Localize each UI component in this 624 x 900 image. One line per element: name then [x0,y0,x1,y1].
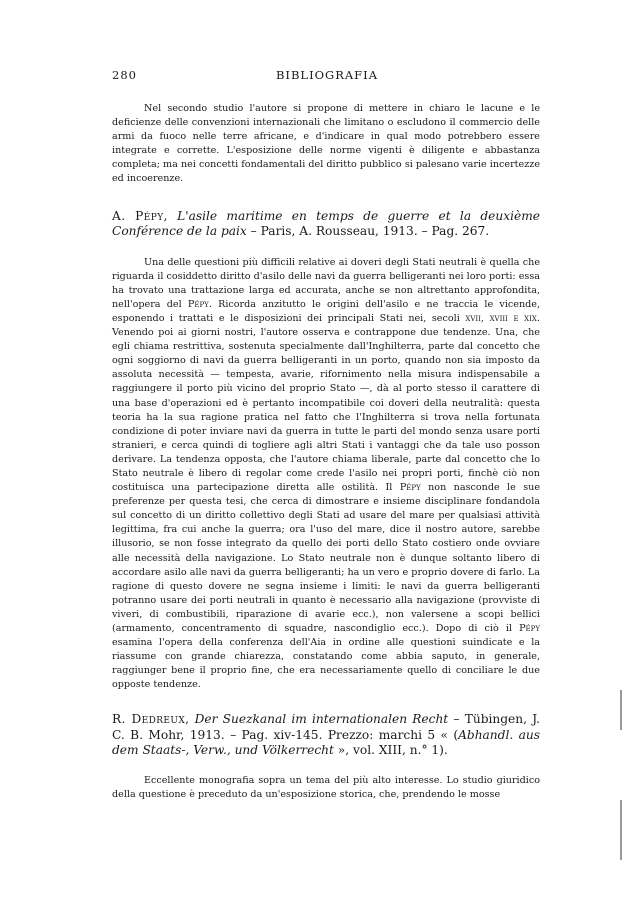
author-name-mention: Pépy [519,623,540,634]
review-title: Der Suezkanal im internationalen Recht [194,712,449,727]
running-title: BIBLIOGRAFIA [275,68,379,82]
review-series: Abhandl. aus dem Staats-, Verw., und Völkerrecht [112,727,540,758]
text-segment: Una delle questioni più difficili relative ai doveri degli Stati neutrali è quella che riguarda il cosiddetto diritto d'asilo delle navi da guerra belligeranti nei loro porti: essa ha trovato una trattazione larga ed accurata, anche se non altrettanto approfondita, nell'opera del [112,256,540,310]
text-segment: non nasconde le sue preferenze per questa tesi, che cerca di dimostrare e insieme disciplinare fondandola sul concetto di un diritto collettivo degli Stati ad usare del mare per qualsiasi attività legittima, fra cui anche la guerra; ora l'uso del mare, dice il nostro autore, sarebbe illusorio, se non fosse integrato da quello dei porti dello Stato costiero onde ovviare alle necessità della navigazione. Lo Stato neutrale non è dunque soltanto libero di accordare asilo alle navi da guerra belligeranti; ha un vero e proprio dovere di farlo. La ragione di questo dovere ne segna insieme i limiti: le navi da guerra belligeranti potranno usare dei porti neutrali in quanto è necessario alla navigazione (provviste di viveri, di combustibili, riparazione di avarie ecc.), non valersene a scopi bellici (armamento, concentramento di squadre, nascondiglio ecc.). Dopo di ciò il [112,482,540,634]
text-segment: esamina l'opera della conferenza dell'Aia in ordine alle questioni suindicate e la riassume con grande chiarezza, constatando come abbia saputo, in generale, raggiunger bene il proprio fine, che era necessariamente quello di conciliare le due opposte tendenze. [112,637,540,691]
century-numerals: xvii, xviii e xix [465,312,537,324]
review-author: A. Pépy, [112,208,168,223]
review-series-end: », vol. XIII, n.° 1). [333,743,448,758]
text-segment: . Ricorda anzitutto le origini dell'asilo e ne traccia le vicende, esponendo i trattati e le disposizioni dei principali Stati nei, secoli [112,298,540,324]
page-number: 280 [112,68,137,82]
review-body-dedreux: Eccellente monografia sopra un tema del più alto interesse. Lo studio giuridico della questione è preceduto da un'esposizione storica, che, prendendo le mosse [112,774,540,801]
page-body [112,102,540,802]
scan-edge-mark [620,800,622,860]
intro-paragraph: Nel secondo studio l'autore si propone di mettere in chiaro le lacune e le deficienze delle convenzioni internazionali che limitano o escludono il commercio delle armi da fuoco nelle terre africane, e d'indicare in qual modo potrebbero essere integrate e corrette. L'esposizione delle norme vigenti è diligente e abbastanza completa; ma nei concetti fondamentali del diritto pubblico si palesano varie incertezze ed incoerenze. [112,103,540,185]
review-title: L'asile maritime en temps de guerre et la deuxième Conférence de la paix [112,208,540,239]
page-header [112,68,542,88]
author-name-mention: Pépy [399,482,421,494]
review-publication: – Paris, A. Rousseau, 1913. – Pag. 267. [246,224,490,239]
text-segment: . Venendo poi ai giorni nostri, l'autore osserva e contrappone due tendenze. Una, che egli chiama restrittiva, sostenuta specialmente dall'Inghilterra, parte dal concetto che ogni soggiorno di navi da guerra belligeranti in un porto, quando non sia imposto da assoluta necessità — tempesta, avarie, rifornimento nella misura indispensabile a raggiungere il porto più vicino del proprio Stato —, dà al porto stesso il carattere di una base d'operazioni ed è pertanto incompatibile coi doveri della neutralità: questa teoria ha la sua ragione pratica nel fatto che l'Inghilterra si trova nella fortunata condizione di poter inviare navi da guerra in tutte le parti del mondo senza usare porti stranieri, e cerca quindi di togliere agli altri Stati i vantaggi che da tale uso posson derivare. La tendenza opposta, che l'autore chiama liberale, parte dal concetto che lo Stato neutrale è libero di regolar come crede l'asilo nei propri porti, finchè ciò non costituisca una partecipazione diretta alle ostilità. Il [112,312,540,494]
review-author: R. Dedreux, [112,712,190,727]
review-heading-pepy [112,209,540,240]
review-publication: – Tübingen, J. C. B. Mohr, 1913. – Pag. xiv-145. Prezzo: marchi 5 « ( [112,712,541,742]
scan-edge-mark [620,690,622,730]
author-name-mention: Pépy [187,298,209,310]
review-heading-dedreux [112,712,540,759]
review-body-pepy [112,256,540,693]
